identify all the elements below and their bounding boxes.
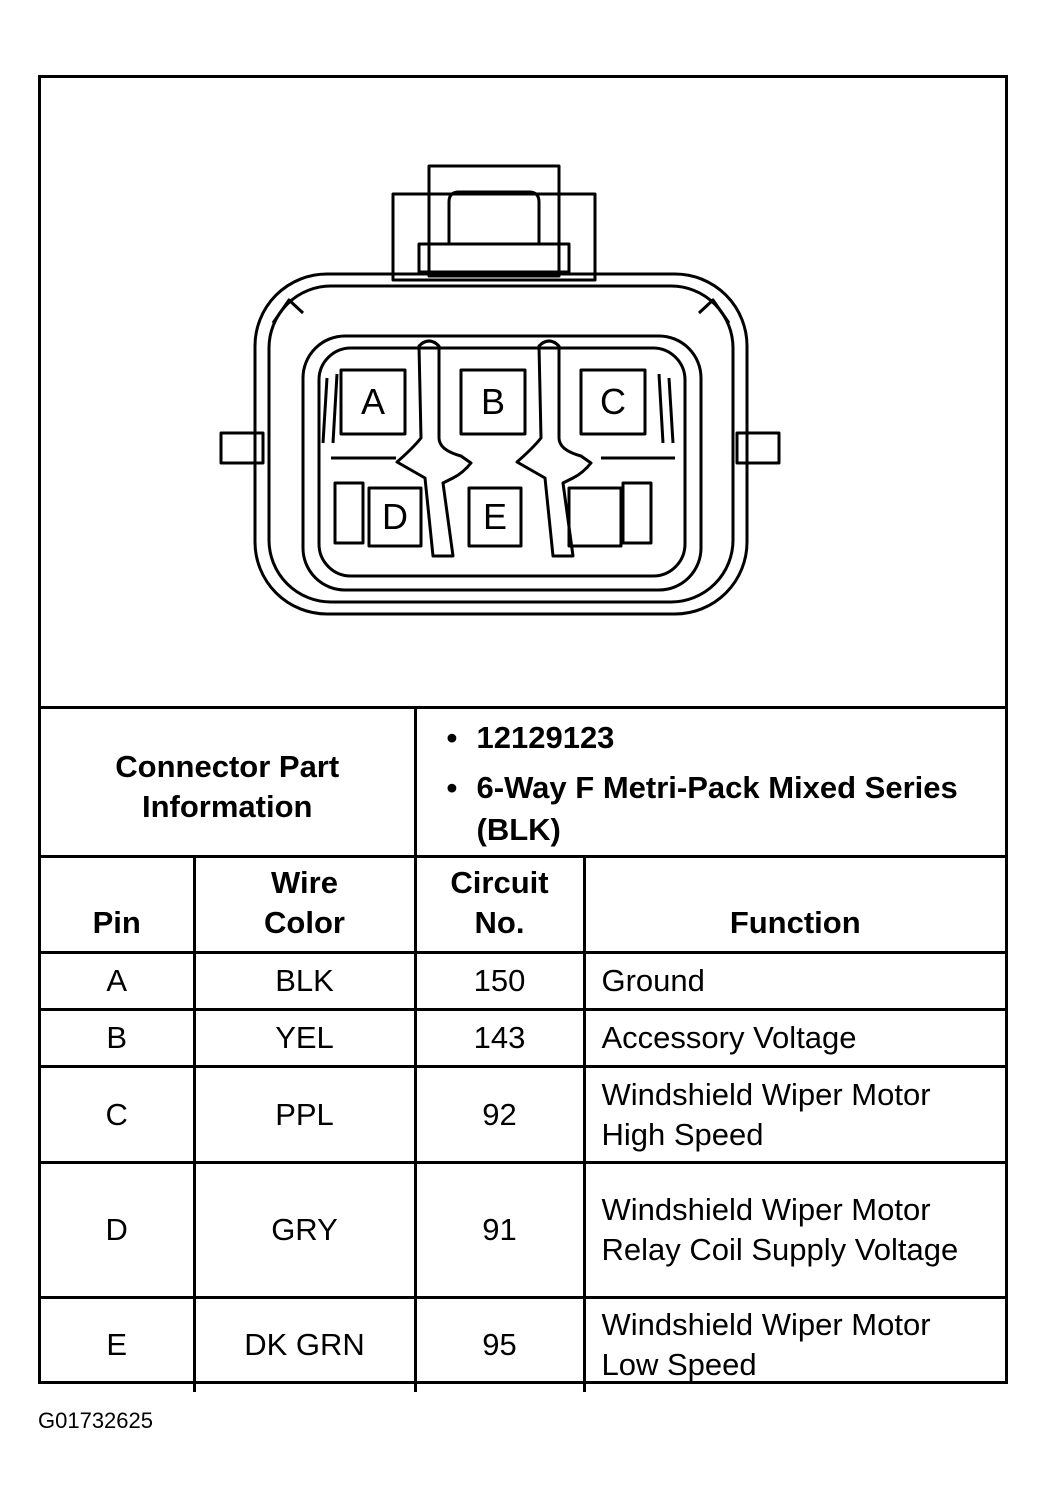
cell-wire-color: BLK: [194, 953, 415, 1010]
cell-circuit-no: 95: [415, 1298, 584, 1392]
connector-info-table: [41, 706, 1005, 865]
table-row: [41, 1163, 1005, 1298]
cell-circuit-no: 91: [415, 1163, 584, 1298]
pinout-table: [41, 855, 1005, 1392]
pin-label-b: B: [480, 381, 505, 422]
cell-circuit-no: 92: [415, 1067, 584, 1163]
connector-info-row: [41, 708, 1005, 866]
cell-function: Windshield Wiper Motor Low Speed: [584, 1298, 1005, 1392]
header-function: Function: [584, 857, 1005, 953]
table-row: [41, 1067, 1005, 1163]
cell-wire-color: PPL: [194, 1067, 415, 1163]
pin-label-d: D: [382, 496, 408, 537]
cell-pin: E: [41, 1298, 194, 1392]
figure-frame: [38, 75, 1008, 1384]
pin-label-a: A: [360, 381, 385, 422]
cell-wire-color: DK GRN: [194, 1298, 415, 1392]
figure-id: G01732625: [38, 1408, 153, 1433]
connector-info-label: Connector Part Information: [41, 708, 415, 866]
connector-diagram: [41, 78, 1005, 706]
cell-function: Accessory Voltage: [584, 1010, 1005, 1067]
cell-circuit-no: 150: [415, 953, 584, 1010]
cell-pin: B: [41, 1010, 194, 1067]
connector-part-number: • 12129123: [477, 717, 1006, 759]
cell-function: Windshield Wiper Motor Relay Coil Supply Voltage: [584, 1163, 1005, 1298]
header-pin: Pin: [41, 857, 194, 953]
table-row: [41, 1298, 1005, 1392]
table-row: [41, 1010, 1005, 1067]
header-circuit-no: Circuit No.: [415, 857, 584, 953]
cell-pin: C: [41, 1067, 194, 1163]
connector-info-list: [415, 708, 1005, 866]
header-wire-color: Wire Color: [194, 857, 415, 953]
table-row: [41, 953, 1005, 1010]
pin-label-e: E: [482, 496, 507, 537]
cell-wire-color: YEL: [194, 1010, 415, 1067]
connector-face-drawing: [41, 78, 1005, 706]
connector-description: • 6-Way F Metri-Pack Mixed Series (BLK): [477, 767, 1006, 851]
cell-pin: D: [41, 1163, 194, 1298]
cell-function: Windshield Wiper Motor High Speed: [584, 1067, 1005, 1163]
pin-label-c: C: [600, 381, 626, 422]
cell-circuit-no: 143: [415, 1010, 584, 1067]
cell-wire-color: GRY: [194, 1163, 415, 1298]
cell-function: Ground: [584, 953, 1005, 1010]
cell-pin: A: [41, 953, 194, 1010]
table-header-row: [41, 857, 1005, 953]
